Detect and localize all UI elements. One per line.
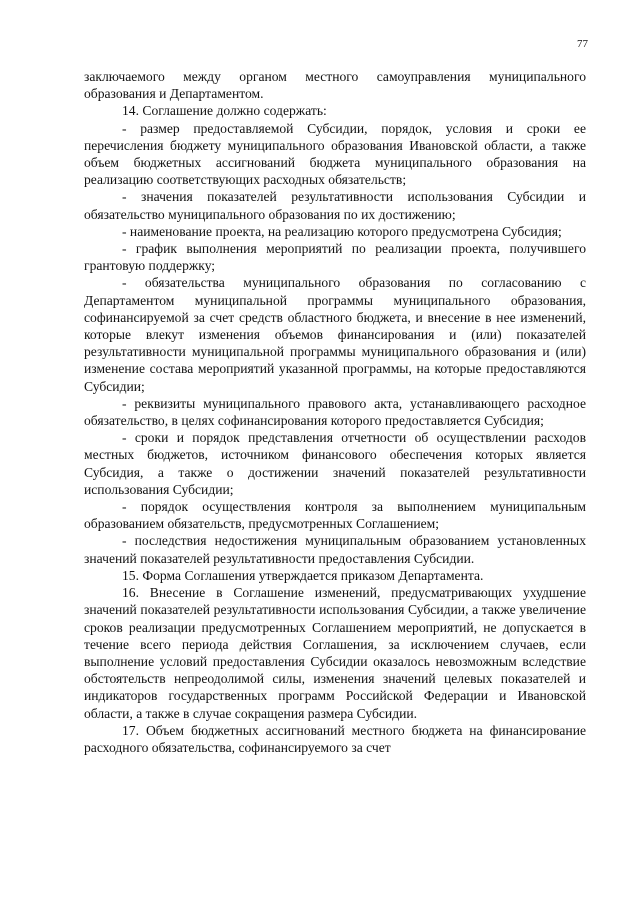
- paragraph-clause-16: 16. Внесение в Соглашение изменений, предусматривающих ухудшение значений показателей результативности использования Субсидии, а также увеличение сроков реализации предусмотренных Соглашением мероприятий, не допускается в течение всего периода действия Соглашения, за исключением случаев, если выполнение условий предоставления Субсидии оказалось невозможным вследствие обстоятельств непреодолимой силы, изменения значений целевых показателей и индикаторов государственных программ Российской Федерации и Ивановской области, а также в случае сокращения размера Субсидии.: [84, 585, 586, 721]
- paragraph-continuation: заключаемого между органом местного самоуправления муниципального образования и Департаментом.: [84, 69, 586, 102]
- paragraph-clause-15: 15. Форма Соглашения утверждается приказом Департамента.: [122, 567, 484, 583]
- list-item-control: - порядок осуществления контроля за выполнением муниципальным образованием обязательств, предусмотренных Соглашением;: [84, 499, 586, 532]
- list-item-obligations: - обязательства муниципального образования по согласованию с Департаментом муниципальной программы муниципального образования, софинансируемой за счет средств областного бюджета, и внесение в нее изменений, которые влекут изменения объемов финансирования и (или) показателей результативности муниципальной программы муниципального образования и (или) изменение состава мероприятий указанной программы, на которые предоставляются Субсидии;: [84, 275, 586, 394]
- document-body: [84, 68, 586, 756]
- paragraph-clause-17: 17. Объем бюджетных ассигнований местного бюджета на финансирование расходного обязательства, софинансируемого за счет: [84, 722, 586, 755]
- list-item-indicator-values: - значения показателей результативности использования Субсидии и обязательство муниципального образования по их достижению;: [84, 189, 586, 222]
- list-item-project-name: - наименование проекта, на реализацию которого предусмотрена Субсидия;: [122, 223, 562, 239]
- list-item-schedule: - график выполнения мероприятий по реализации проекта, получившего грантовую поддержку;: [84, 241, 586, 274]
- list-item-subsidy-size: - размер предоставляемой Субсидии, порядок, условия и сроки ее перечисления бюджету муниципального образования Ивановской области, а также объем бюджетных ассигнований бюджета муниципального образования на реализацию соответствующих расходных обязательств;: [84, 120, 586, 188]
- list-item-legal-act: - реквизиты муниципального правового акта, устанавливающего расходное обязательство, в целях софинансирования которого предоставляется Субсидия;: [84, 395, 586, 429]
- paragraph-clause-14: 14. Соглашение должно содержать:: [122, 103, 327, 119]
- list-item-consequences: - последствия недостижения муниципальным образованием установленных значений показателей результативности предоставления Субсидии.: [84, 533, 586, 566]
- page-number: 77: [577, 38, 588, 50]
- list-item-reporting: - сроки и порядок представления отчетности об осуществлении расходов местных бюджетов, источником финансового обеспечения которых является Субсидия, а также о достижении значений показателей результативности использования Субсидии;: [84, 430, 586, 497]
